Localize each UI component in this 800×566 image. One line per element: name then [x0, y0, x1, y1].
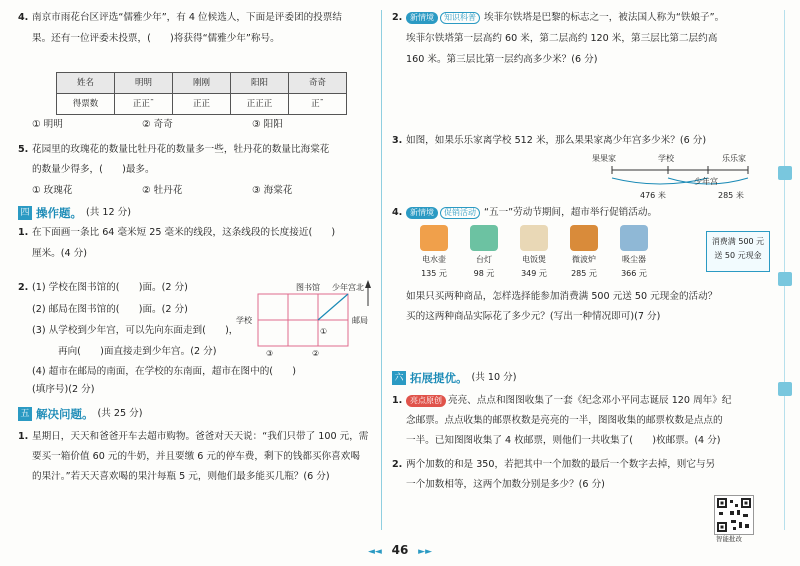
map-label-library: 图书馆	[296, 283, 320, 292]
sp1-number: 1.	[18, 431, 29, 442]
promo-line1: 消费满 500 元	[711, 237, 765, 246]
map-diagram	[236, 278, 376, 358]
product-name: 吸尘器	[622, 255, 646, 264]
label-476m: 476 米	[640, 191, 666, 200]
r4-tag-topic: 促销活动	[440, 207, 480, 219]
product-price: 285 元	[571, 269, 597, 278]
vote-table-header	[57, 73, 347, 94]
vote-header-cell: 奇奇	[289, 73, 347, 94]
map-marker-3: ③	[266, 349, 274, 358]
r2-text-line3: 160 米。第三层比第一层约高多少米？(6 分)	[406, 54, 598, 65]
sp1-text-line3: 的果汁。”若天天喜欢喝的果汁每瓶 5 元，则他们最多能买几瓶？(6 分)	[32, 471, 330, 482]
op1-text-line1: 在下面画一条比 64 毫米短 25 毫米的线段，这条线段的长度接近( )	[32, 227, 336, 238]
side-strip-line	[784, 10, 785, 530]
product-price: 135 元	[421, 269, 447, 278]
column-divider	[381, 10, 382, 530]
page-number: 46	[391, 543, 409, 557]
r2-number: 2.	[392, 12, 403, 23]
q5-option-3[interactable]: ③ 海棠花	[252, 185, 293, 196]
product-vacuum	[616, 225, 652, 281]
label-285m: 285 米	[718, 191, 744, 200]
r3-number: 3.	[392, 135, 403, 146]
map-marker-1: ①	[320, 327, 328, 336]
r4-header	[406, 203, 657, 223]
section-4-header	[18, 203, 131, 223]
q5-number: 5.	[18, 144, 29, 155]
e1-text-line2: 念邮票。点点收集的邮票枚数是亮亮的一半，图图收集的邮票枚数是点点的	[406, 415, 723, 426]
op2-text-l3: (3) 从学校到少年宫，可以先向东面走到( )，	[32, 325, 239, 336]
q4-text-line2: 果。还有一位评委未投票，( )将获得“儒雅少年”称号。	[32, 33, 280, 44]
qr-code-icon[interactable]	[714, 495, 754, 535]
map-label-youth-palace: 少年宫	[332, 283, 356, 292]
section-4-title: 操作题。	[36, 206, 82, 220]
product-kettle	[416, 225, 452, 281]
map-label-north: 北	[356, 283, 364, 292]
product-rice-cooker	[516, 225, 552, 281]
q4-number: 4.	[18, 12, 29, 23]
product-microwave	[566, 225, 602, 281]
e1-tag-original: 亮点原创	[406, 395, 446, 407]
label-school: 学校	[658, 154, 674, 163]
e2-text-line1: 两个加数的和是 350，若把其中一个加数的最后一个数字去掉，则它与另	[406, 459, 716, 470]
vote-table	[56, 72, 347, 115]
q5-option-1[interactable]: ① 玫瑰花	[32, 185, 73, 196]
q4-option-3[interactable]: ③ 阳阳	[252, 119, 283, 130]
op2-text-l6: (填序号)(2 分)	[32, 384, 95, 395]
label-lele-home: 乐乐家	[722, 154, 746, 163]
q5-option-2[interactable]: ② 牡丹花	[142, 185, 183, 196]
map-marker-2: ②	[312, 349, 320, 358]
next-arrow-icon: ►►	[418, 547, 433, 557]
q4-option-1[interactable]: ① 明明	[32, 119, 63, 130]
vote-cell: 正ˉ	[289, 94, 347, 115]
r3-text-line1: 如图，如果乐乐家离学校 512 米，那么果果家离少年宫多少米？(6 分)	[406, 135, 707, 146]
label-guoguo-home: 果果家	[592, 154, 616, 163]
vote-cell: 正正	[173, 94, 231, 115]
map-grid	[258, 294, 348, 346]
microwave-icon	[570, 225, 598, 251]
op2-text-l1: (1) 学校在图书馆的( )面。(2 分)	[32, 282, 188, 293]
promo-box	[706, 231, 770, 272]
r4-text-line2: 如果只买两种商品，怎样选择能参加消费满 500 元送 50 元现金的活动？	[406, 291, 718, 302]
q4-text-line1: 南京市雨花台区评选“儒雅少年”，有 4 位候选人，下面是评委团的投票结	[32, 12, 342, 23]
product-name: 微波炉	[572, 255, 596, 264]
vote-cell: 正正正	[231, 94, 289, 115]
lamp-icon	[470, 225, 498, 251]
north-arrow-head	[365, 280, 371, 288]
vote-row-label: 得票数	[57, 94, 115, 115]
side-tab-marker	[778, 272, 792, 286]
section-4-badge: 四	[18, 206, 32, 220]
product-price: 98 元	[473, 269, 495, 278]
product-price: 349 元	[521, 269, 547, 278]
qr-caption: 智能批改	[716, 535, 742, 543]
e1-header	[406, 391, 731, 411]
rice-cooker-icon	[520, 225, 548, 251]
product-name: 电饭煲	[522, 255, 546, 264]
vacuum-icon	[620, 225, 648, 251]
r2-tag-new: 新情境	[406, 12, 438, 24]
r2-header	[406, 8, 724, 28]
map-diagonal-road	[318, 294, 348, 320]
q4-option-2[interactable]: ② 奇奇	[142, 119, 173, 130]
r2-tag-topic: 知识科普	[440, 12, 480, 24]
r2-text-line1: 埃菲尔铁塔是巴黎的标志之一，被法国人称为“铁娘子”。	[484, 12, 725, 23]
op1-number: 1.	[18, 227, 29, 238]
sp1-text-line2: 要买一箱价值 60 元的牛奶，并且要缴 6 元的停车费，剩下的钱都买你喜欢喝	[32, 451, 360, 462]
op2-number: 2.	[18, 282, 29, 293]
map-label-post-office: 邮局	[352, 316, 368, 325]
vote-header-cell: 阳阳	[231, 73, 289, 94]
r4-number: 4.	[392, 207, 403, 218]
product-price: 366 元	[621, 269, 647, 278]
vote-header-cell: 姓名	[57, 73, 115, 94]
section-5-header	[18, 404, 142, 424]
section-6-score: (共 10 分)	[471, 372, 517, 383]
op2-text-l4: 再向( )面直接走到少年宫。(2 分)	[58, 346, 217, 357]
vote-cell: 正正ˉ	[115, 94, 173, 115]
vote-table-row	[57, 94, 347, 115]
q5-text-line1: 花园里的玫瑰花的数量比牡丹花的数量多一些，牡丹花的数量比海棠花	[32, 144, 330, 155]
section-6-badge: 六	[392, 371, 406, 385]
op2-text-l2: (2) 邮局在图书馆的( )面。(2 分)	[32, 304, 188, 315]
vote-header-cell: 刚刚	[173, 73, 231, 94]
r4-text-line3: 买的这两种商品实际花了多少元？(写出一种情况即可)(7 分)	[406, 311, 661, 322]
e1-text-line1: 亮亮、点点和图图收集了一套《纪念邓小平同志诞辰 120 周年》纪	[448, 395, 732, 406]
product-name: 台灯	[476, 255, 492, 264]
side-tab-marker	[778, 382, 792, 396]
map-label-school: 学校	[236, 316, 252, 325]
r4-text-line1: “五一”劳动节期间，超市举行促销活动。	[484, 207, 658, 218]
section-6-title: 拓展提优。	[410, 371, 468, 385]
label-youth-palace: 少年宫	[694, 177, 718, 186]
product-lamp	[466, 225, 502, 281]
e1-number: 1.	[392, 395, 403, 406]
section-5-score: (共 25 分)	[97, 408, 143, 419]
prev-arrow-icon: ◄◄	[367, 547, 382, 557]
e1-text-line3: 一半。已知图图收集了 4 枚邮票，则他们一共收集了( )枚邮票。(4 分)	[406, 435, 721, 446]
r2-text-line2: 埃菲尔铁塔第一层高约 60 米，第二层高约 120 米，第三层比第二层约高	[406, 33, 718, 44]
side-tab-marker	[778, 166, 792, 180]
sp1-text-line1: 星期日，天天和爸爸开车去超市购物。爸爸对天天说：“我们只带了 100 元，需	[32, 431, 369, 442]
promo-line2: 送 50 元现金	[714, 251, 762, 260]
e2-text-line2: 一个加数相等，这两个加数分别是多少？(6 分)	[406, 479, 605, 490]
distance-diagram	[588, 150, 760, 200]
page-footer	[0, 543, 800, 557]
section-5-badge: 五	[18, 407, 32, 421]
op1-text-line2: 厘米。(4 分)	[32, 248, 88, 259]
r4-tag-new: 新情境	[406, 207, 438, 219]
vote-header-cell: 明明	[115, 73, 173, 94]
section-5-title: 解决问题。	[36, 407, 94, 421]
section-4-score: (共 12 分)	[86, 207, 131, 218]
product-name: 电水壶	[422, 255, 446, 264]
section-6-header	[392, 368, 516, 388]
kettle-icon	[420, 225, 448, 251]
q5-text-line2: 的数量少得多，( )最多。	[32, 164, 155, 175]
op2-text-l5: (4) 超市在邮局的南面，在学校的东南面，超市在图中的( )	[32, 366, 296, 377]
e2-number: 2.	[392, 459, 403, 470]
